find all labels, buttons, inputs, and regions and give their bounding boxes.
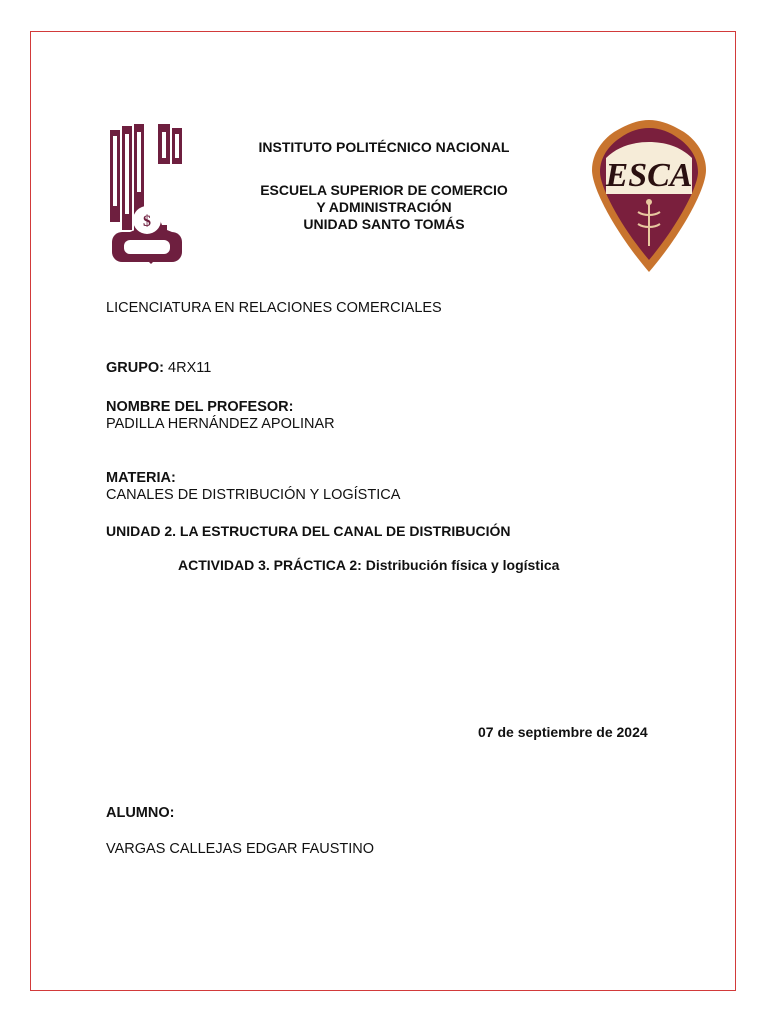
ipn-logo-mark: $	[143, 213, 151, 230]
esca-logo	[588, 118, 710, 276]
profesor-name: PADILLA HERNÁNDEZ APOLINAR	[106, 416, 335, 432]
school-line-3: UNIDAD SANTO TOMÁS	[303, 216, 465, 232]
date: 07 de septiembre de 2024	[478, 724, 648, 740]
grupo-value: 4RX11	[168, 360, 212, 376]
unidad-title: UNIDAD 2. LA ESTRUCTURA DEL CANAL DE DISTRIBUCIÓN	[106, 523, 511, 539]
alumno-label: ALUMNO:	[106, 805, 175, 821]
institution-line: INSTITUTO POLITÉCNICO NACIONAL	[258, 139, 510, 155]
alumno-name: VARGAS CALLEJAS EDGAR FAUSTINO	[106, 841, 375, 857]
institution-name	[200, 139, 568, 156]
esca-logo-text: ESCA	[605, 157, 693, 194]
career-name: LICENCIATURA EN RELACIONES COMERCIALES	[106, 300, 442, 316]
grupo-label: GRUPO:	[106, 360, 164, 376]
materia-label: MATERIA:	[106, 470, 176, 486]
school-line-1: ESCUELA SUPERIOR DE COMERCIO	[260, 182, 508, 198]
school-name	[200, 182, 568, 233]
ipn-logo	[104, 122, 190, 268]
grupo-row	[106, 360, 211, 377]
school-line-2: Y ADMINISTRACIÓN	[316, 199, 452, 215]
materia-name: CANALES DE DISTRIBUCIÓN Y LOGÍSTICA	[106, 487, 401, 503]
actividad-title: ACTIVIDAD 3. PRÁCTICA 2: Distribución física y logística	[178, 557, 560, 573]
profesor-label: NOMBRE DEL PROFESOR:	[106, 399, 294, 415]
